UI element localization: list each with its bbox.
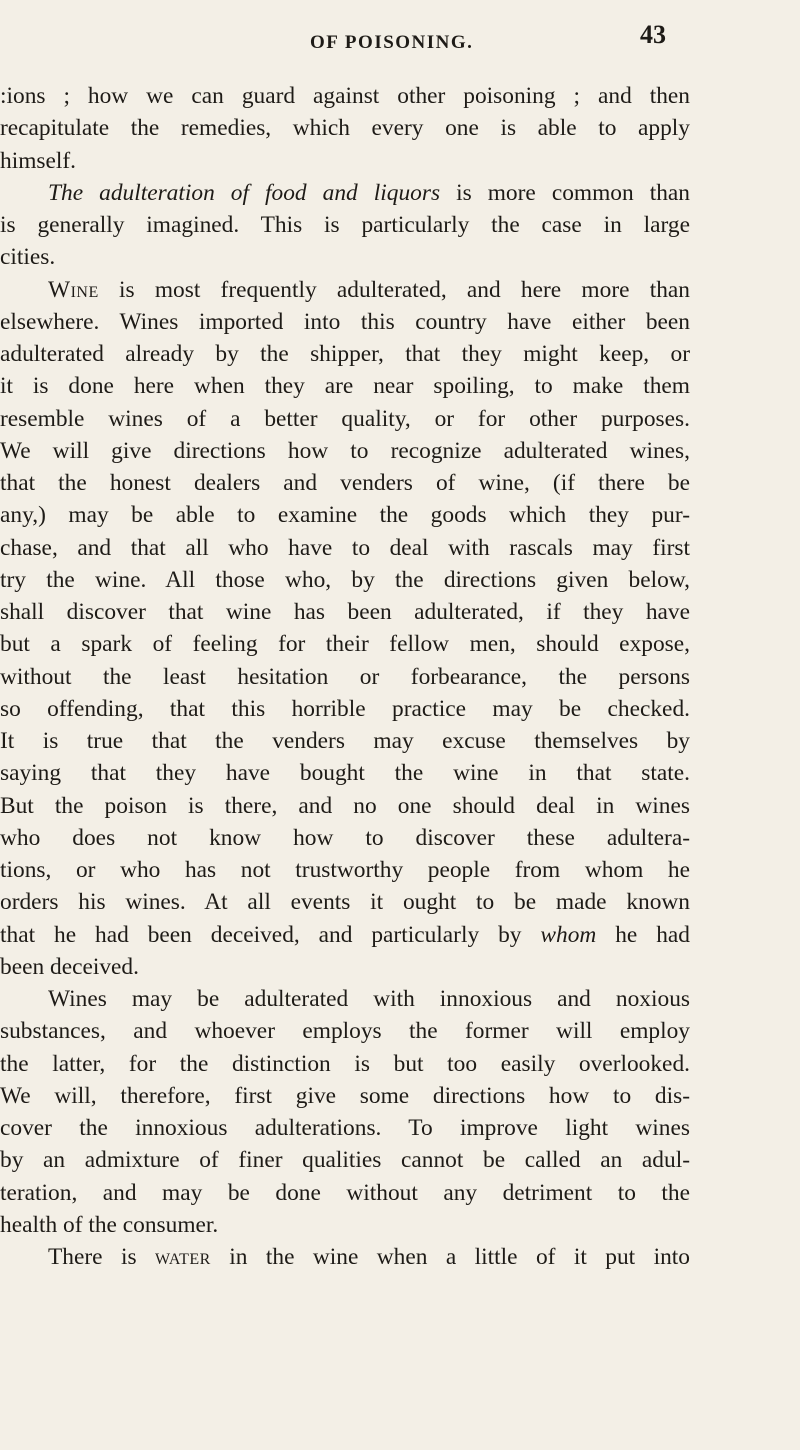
line-text: We will, therefore, first give some directions how to dis-: [0, 1082, 690, 1109]
line-text: that the honest dealers and venders of wine, (if there be: [0, 470, 690, 496]
text-line: [0, 886, 690, 918]
text-line: [0, 1048, 690, 1080]
text-line: [0, 596, 690, 628]
text-line: [0, 790, 690, 822]
line-text: We will give directions how to recognize adulterated wines,: [0, 437, 690, 464]
text-line: [0, 661, 690, 693]
line-text: It is true that the venders may excuse themselves by: [0, 728, 690, 754]
line-text: resemble wines of a better quality, or for other purposes.: [0, 405, 690, 432]
text-line: [0, 1144, 690, 1176]
line-text: chase, and that all who have to deal with rascals may first: [0, 534, 690, 561]
body-text: [0, 80, 690, 1273]
line-text: that he had been deceived, and particularly by: [0, 921, 541, 948]
line-text: But the poison is there, and no one should deal in wines: [0, 792, 690, 819]
text-line: [0, 564, 690, 596]
text-line: [0, 951, 690, 983]
text-line: [0, 1015, 690, 1047]
line-text: who does not know how to discover these adultera-: [0, 824, 690, 851]
line-text: orders his wines. At all events it ought to be made known: [0, 889, 690, 916]
text-line: [0, 628, 690, 660]
text-line: [0, 725, 690, 757]
italic-text: whom: [540, 921, 597, 948]
text-line: [0, 435, 690, 467]
text-line: [0, 499, 690, 531]
running-head: [0, 20, 800, 60]
running-title: OF POISONING.: [310, 32, 474, 53]
line-text: without the least hesitation or forbearance, the persons: [0, 663, 690, 690]
text-line: [0, 112, 690, 144]
line-text: is most frequently adulterated, and here more than: [98, 276, 690, 303]
text-line: [0, 1112, 690, 1144]
text-line: [0, 306, 690, 338]
text-line: [0, 370, 690, 402]
line-text: Wines may be adulterated with innoxious and noxious: [48, 986, 690, 1012]
line-text: teration, and may be done without any detriment to the: [0, 1179, 690, 1206]
text-line: [0, 274, 690, 306]
line-text: recapitulate the remedies, which every one is able to apply: [0, 115, 690, 142]
text-line: [0, 822, 690, 854]
line-text: is generally imagined. This is particularly the case in large: [0, 212, 690, 238]
page-number: 43: [640, 20, 666, 49]
line-text: tions, or who has not trustworthy people from whom he: [0, 857, 690, 883]
line-text: :ions ; how we can guard against other poisoning ; and then: [0, 83, 690, 109]
text-line: [0, 1209, 690, 1241]
line-text: in the wine when a little of it put into: [210, 1244, 690, 1270]
text-line: [0, 1241, 690, 1273]
line-text: adulterated already by the shipper, that they might keep, or: [0, 341, 690, 367]
text-line: [0, 1177, 690, 1209]
text-line: [0, 209, 690, 241]
text-line: [0, 241, 690, 273]
line-text: shall discover that wine has been adulterated, if they have: [0, 599, 690, 625]
text-line: [0, 854, 690, 886]
text-line: [0, 1080, 690, 1112]
line-text: elsewhere. Wines imported into this country have either been: [0, 308, 690, 335]
line-text: substances, and whoever employs the former will employ: [0, 1018, 690, 1045]
line-text: try the wine. All those who, by the directions given below,: [0, 566, 690, 593]
text-line: [0, 983, 690, 1015]
line-text: There is: [48, 1244, 155, 1270]
line-text: health of the consumer.: [0, 1211, 219, 1238]
text-line: [0, 177, 690, 209]
line-text: cover the innoxious adulterations. To improve light wines: [0, 1115, 690, 1141]
italic-text: The adulteration of food and liquors: [48, 179, 441, 206]
line-text: by an admixture of finer qualities cannot be called an adul-: [0, 1147, 690, 1174]
line-text: so offending, that this horrible practice may be checked.: [0, 695, 690, 722]
line-text: been deceived.: [0, 953, 139, 980]
text-line: [0, 532, 690, 564]
text-line: [0, 693, 690, 725]
line-text: he had: [596, 921, 690, 948]
line-text: the latter, for the distinction is but too easily overlooked.: [0, 1050, 690, 1077]
small-caps-text: water: [155, 1244, 211, 1270]
line-text: himself.: [0, 147, 77, 174]
line-text: but a spark of feeling for their fellow men, should expose,: [0, 631, 690, 658]
line-text: saying that they have bought the wine in that state.: [0, 760, 690, 787]
text-line: [0, 919, 690, 951]
line-text: is more common than: [440, 179, 690, 206]
line-text: it is done here when they are near spoiling, to make them: [0, 373, 690, 400]
line-text: cities.: [0, 244, 56, 271]
text-line: [0, 338, 690, 370]
line-text: any,) may be able to examine the goods which they pur-: [0, 502, 690, 529]
text-line: [0, 467, 690, 499]
small-caps-text: Wine: [48, 276, 99, 303]
text-line: [0, 757, 690, 789]
text-line: [0, 80, 690, 112]
text-line: [0, 403, 690, 435]
text-line: [0, 145, 690, 177]
